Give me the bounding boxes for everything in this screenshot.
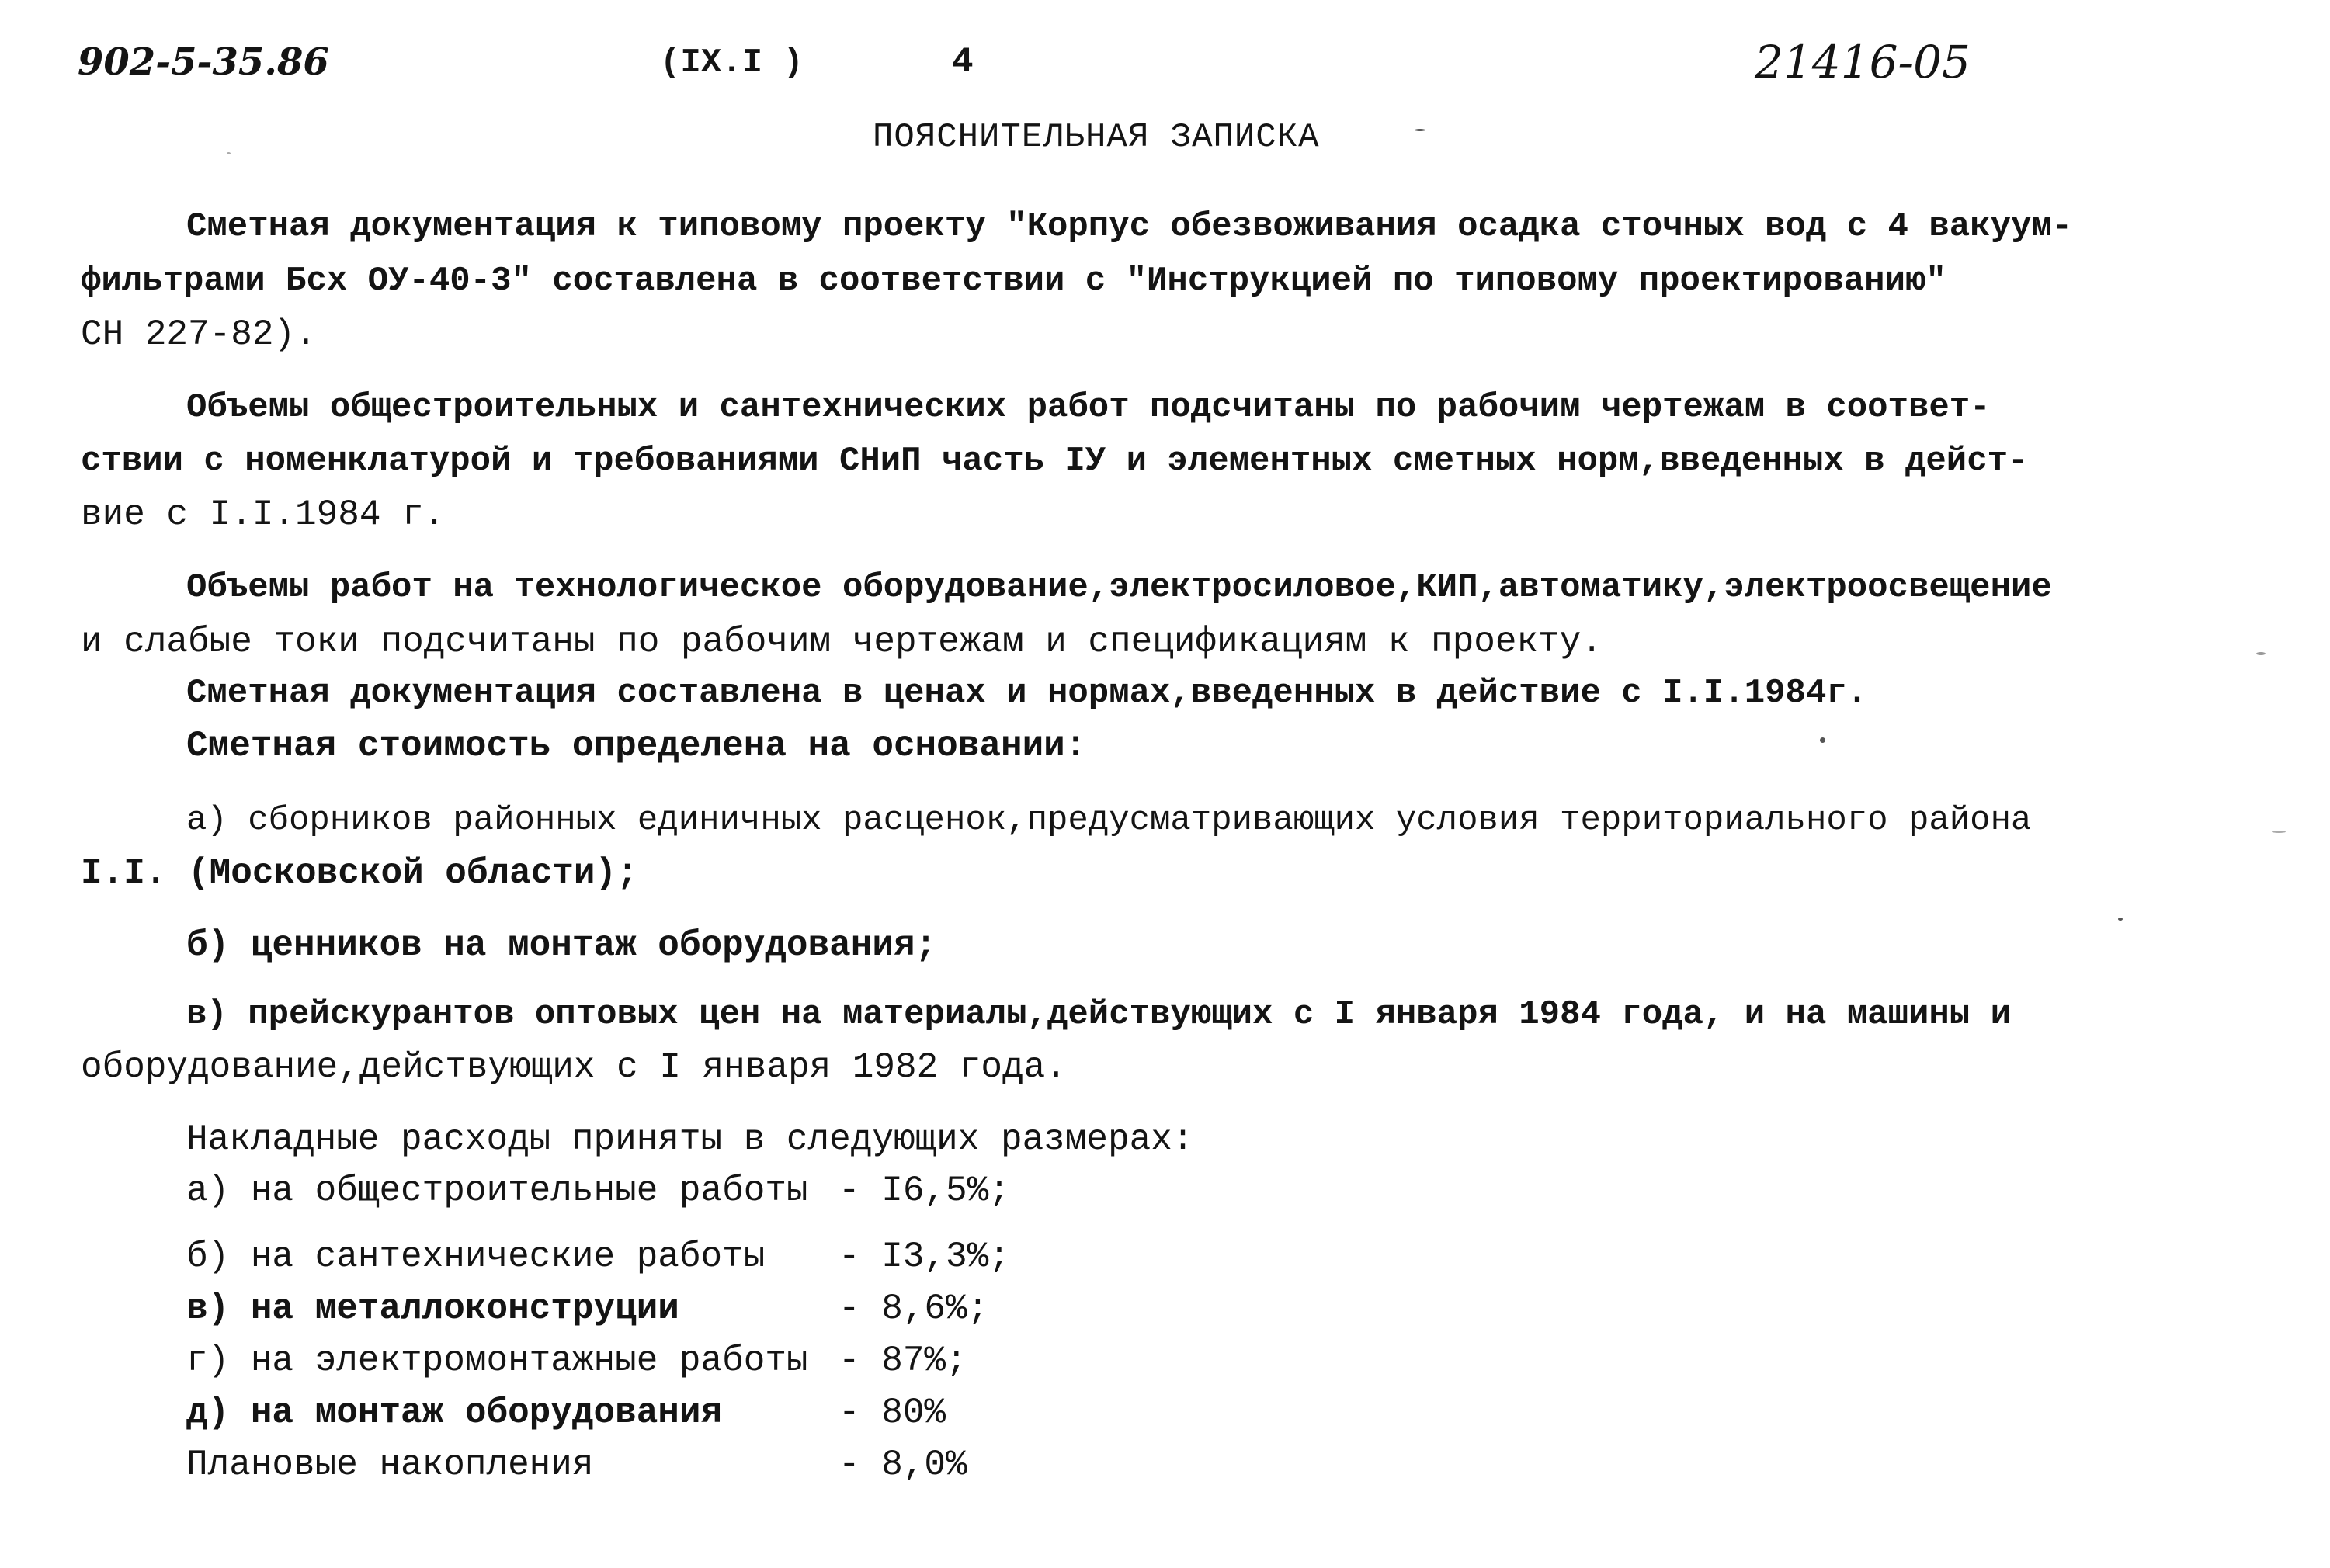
overhead-item: [186, 1237, 1040, 1283]
overhead-label: а) на общестроительные работы: [186, 1171, 808, 1211]
overhead-label: д) на монтаж оборудования: [186, 1393, 723, 1433]
overhead-item: [186, 1393, 1040, 1439]
p2-line-1: Объемы общестроительных и сантехнических работ подсчитаны по рабочим чертежам в соответ-: [186, 388, 1991, 427]
p1-line-2: фильтрами Бсх ОУ-40-3" составлена в соответствии с "Инструкцией по типовому проектированию": [81, 262, 1946, 300]
scan-speck: [2272, 831, 2286, 833]
overhead-item: [186, 1171, 1040, 1217]
overhead-value: - 8,6%;: [839, 1289, 989, 1329]
overhead-item: [186, 1341, 1040, 1387]
section-number: (IX.I ): [660, 43, 804, 82]
p1-line-1: Сметная документация к типовому проекту "Корпус обезвоживания осадка сточных вод с 4 вакуум-: [186, 207, 2073, 246]
doc-code: 902-5-35.86: [78, 40, 329, 84]
overhead-label: Плановые накопления: [186, 1445, 594, 1485]
pb-line: б) ценников на монтаж оборудования;: [186, 925, 937, 966]
overhead-label: б) на сантехнические работы: [186, 1237, 766, 1277]
overhead-value: - 87%;: [839, 1341, 967, 1381]
pc-line-1: в) прейскурантов оптовых цен на материалы,действующих с I января 1984 года, и на машины и: [186, 995, 2011, 1034]
page-number: 4: [952, 42, 974, 82]
scan-speck: [1820, 737, 1825, 743]
overhead-value: - 80%: [839, 1393, 946, 1433]
overhead-value: - I3,3%;: [839, 1237, 1010, 1277]
p4-line: Сметная документация составлена в ценах и нормах,введенных в действие с I.I.1984г.: [186, 674, 1868, 713]
p2-line-3: вие с I.I.1984 г.: [81, 494, 446, 535]
scan-speck: [2256, 652, 2266, 655]
overhead-heading: Накладные расходы приняты в следующих размерах:: [186, 1119, 1194, 1160]
p3-line-2: и слабые токи подсчитаны по рабочим чертежам и спецификациям к проекту.: [81, 622, 1603, 662]
p2-line-2: ствии с номенклатурой и требованиями СНиП часть IУ и элементных сметных норм,введенных в дейст-: [81, 442, 2029, 480]
overhead-item: [186, 1289, 1040, 1335]
pa-line-1: а) сборников районных единичных расценок,предусматривающих условия территориального района: [186, 801, 2032, 840]
overhead-label: в) на металлоконструции: [186, 1289, 679, 1329]
scan-speck: [1415, 129, 1425, 131]
overhead-label: г) на электромонтажные работы: [186, 1341, 808, 1381]
scan-speck: [2118, 918, 2123, 921]
p1-line-3: СН 227-82).: [81, 314, 317, 355]
scan-speck: [227, 152, 231, 154]
inventory-number: 21416-05: [1755, 36, 1971, 88]
overhead-value: - 8,0%: [839, 1445, 967, 1485]
pc-line-2: оборудование,действующих с I января 1982 года.: [81, 1047, 1067, 1088]
p3-line-1: Объемы работ на технологическое оборудование,электросиловое,КИП,автоматику,электроосвещение: [186, 568, 2052, 607]
p5-line: Сметная стоимость определена на основании:: [186, 726, 1087, 766]
page-title: ПОЯСНИТЕЛЬНАЯ ЗАПИСКА: [873, 118, 1320, 157]
overhead-value: - I6,5%;: [839, 1171, 1010, 1211]
pa-line-2: I.I. (Московской области);: [81, 853, 638, 893]
overhead-item: [186, 1445, 1040, 1491]
